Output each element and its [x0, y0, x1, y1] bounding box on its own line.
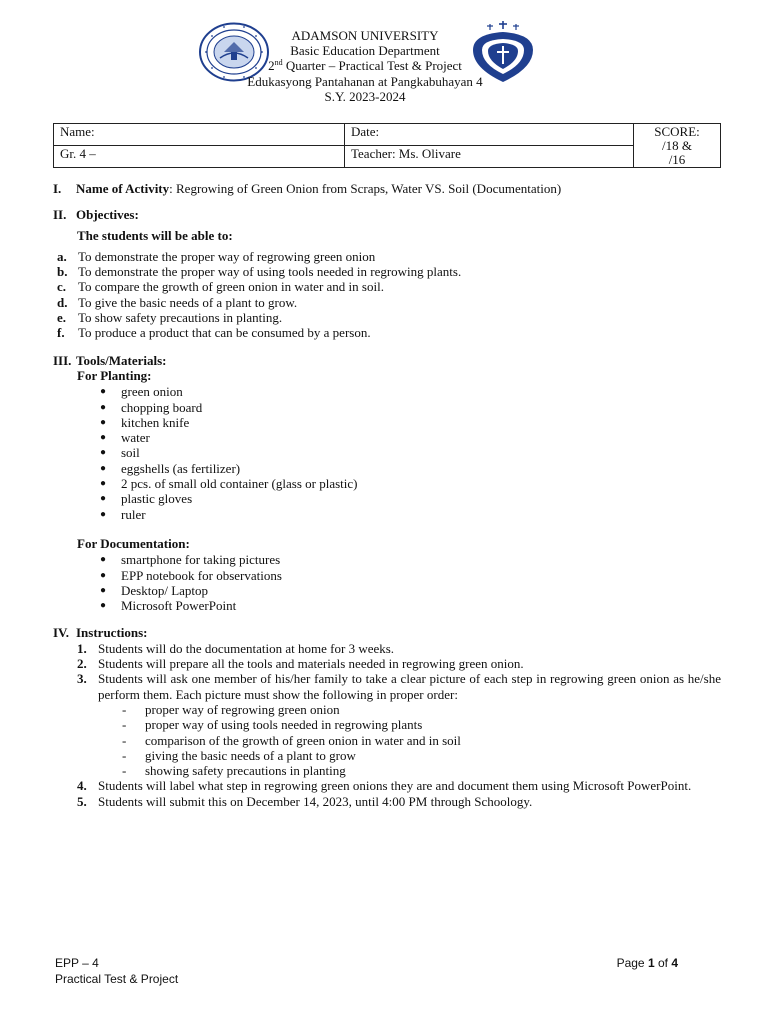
bullet-icon: ●: [100, 462, 107, 474]
objective-item: [53, 295, 721, 310]
section-number: II.: [53, 207, 67, 223]
instruction-step: [53, 671, 721, 778]
objective-item: [53, 264, 721, 279]
date-cell[interactable]: [345, 124, 634, 146]
item-text: Desktop/ Laptop: [121, 582, 209, 598]
department-name: Basic Education Department: [290, 43, 440, 59]
list-item: [53, 461, 721, 476]
bullet-icon: ●: [100, 386, 107, 398]
instructions-list: [53, 641, 721, 809]
list-item: [53, 445, 721, 460]
score-label: SCORE:: [654, 124, 700, 139]
date-label: Date:: [351, 124, 380, 139]
instruction-step: [53, 641, 721, 656]
list-item: [53, 552, 721, 567]
instructions-section: [53, 625, 721, 640]
teacher-cell: [345, 146, 634, 168]
activity-text: : Regrowing of Green Onion from Scraps, Water VS. Soil (Documentation): [169, 181, 562, 196]
objective-item: [53, 325, 721, 340]
objective-text: To show safety precautions in planting.: [78, 310, 283, 326]
objective-letter: d.: [57, 294, 68, 310]
item-text: kitchen knife: [121, 414, 190, 430]
objectives-title: Objectives:: [76, 207, 139, 223]
section-number: I.: [53, 181, 62, 196]
objective-item: [53, 279, 721, 294]
step-number: 2.: [77, 656, 87, 672]
instruction-step: [53, 794, 721, 809]
list-item: [53, 384, 721, 399]
objective-text: To demonstrate the proper way of using tools needed in regrowing plants.: [78, 264, 462, 280]
dash-item: [98, 717, 721, 732]
dash-item: [98, 702, 721, 717]
school-year: S.Y. 2023-2024: [324, 88, 406, 104]
dash-icon: -: [122, 701, 127, 717]
dash-item: [98, 748, 721, 763]
step-text: Students will ask one member of his/her family to take a clear picture of each step in regrowing green onion as he/she perform them. Each picture must show the following in proper order:: [98, 671, 721, 702]
teacher-label: Teacher: Ms. Olivare: [351, 146, 461, 161]
tools-title: Tools/Materials:: [76, 352, 167, 368]
activity-label: Name of Activity: [76, 181, 170, 196]
objective-item: [53, 310, 721, 325]
objective-text: To give the basic needs of a plant to grow.: [78, 294, 298, 310]
student-info-table: [53, 123, 721, 168]
item-text: EPP notebook for observations: [121, 567, 282, 583]
score-value-1: /18 &: [662, 138, 692, 153]
step-text: Students will submit this on December 14, 2023, until 4:00 PM through Schoology.: [98, 793, 533, 809]
step-number: 3.: [77, 671, 87, 687]
activity-section: [53, 181, 721, 196]
step-text: Students will label what step in regrowing green onions they are and document them using Microsoft PowerPoint.: [98, 778, 692, 794]
quarter-line: [200, 58, 530, 73]
quarter-title: Quarter – Practical Test & Project: [282, 58, 462, 74]
bullet-icon: ●: [100, 554, 107, 566]
objective-text: To demonstrate the proper way of regrowing green onion: [78, 248, 376, 264]
current-page: 1: [647, 956, 655, 970]
page-word: Page: [616, 956, 648, 970]
bullet-icon: ●: [100, 584, 107, 596]
score-value-2: /16: [668, 152, 686, 167]
item-text: water: [121, 430, 150, 446]
dash-icon: -: [122, 763, 127, 779]
footer-title: Practical Test & Project: [55, 971, 179, 986]
item-text: proper way of using tools needed in regrowing plants: [145, 717, 423, 733]
objective-letter: b.: [57, 264, 68, 280]
name-label: Name:: [60, 124, 95, 139]
page-number: [617, 956, 678, 970]
item-text: showing safety precautions in planting: [145, 763, 346, 779]
instructions-title: Instructions:: [76, 625, 148, 641]
item-text: chopping board: [121, 399, 203, 415]
list-item: [53, 583, 721, 598]
objective-text: To compare the growth of green onion in water and in soil.: [78, 279, 384, 295]
item-text: smartphone for taking pictures: [121, 552, 281, 568]
dash-item: [98, 763, 721, 778]
grade-cell[interactable]: [54, 146, 345, 168]
planting-title: For Planting:: [77, 367, 152, 383]
instruction-step: [53, 656, 721, 671]
total-pages: 4: [671, 956, 678, 970]
dash-icon: -: [122, 732, 127, 748]
bullet-icon: ●: [100, 569, 107, 581]
footer-subject: EPP – 4: [55, 956, 99, 970]
item-text: 2 pcs. of small old container (glass or plastic): [121, 476, 358, 492]
section-number: III.: [53, 352, 72, 368]
page-footer: [55, 956, 178, 987]
list-item: [53, 568, 721, 583]
step-text: Students will do the documentation at home for 3 weeks.: [98, 640, 395, 656]
list-item: [53, 598, 721, 613]
score-cell: [634, 124, 721, 168]
activity-line: [76, 181, 561, 196]
item-text: Microsoft PowerPoint: [121, 598, 237, 614]
step-number: 1.: [77, 640, 87, 656]
bullet-icon: ●: [100, 401, 107, 413]
step-body: [98, 671, 721, 778]
list-item: [53, 430, 721, 445]
bullet-icon: ●: [100, 600, 107, 612]
item-text: eggshells (as fertilizer): [121, 460, 241, 476]
planting-list: [53, 384, 721, 522]
documentation-list: [53, 552, 721, 613]
objectives-section: [53, 207, 721, 222]
instruction-step: [53, 778, 721, 793]
picture-requirements-list: [98, 702, 721, 778]
objectives-intro: The students will be able to:: [77, 227, 233, 243]
bullet-icon: ●: [100, 478, 107, 490]
item-text: proper way of regrowing green onion: [145, 701, 340, 717]
section-number: IV.: [53, 625, 70, 641]
list-item: [53, 507, 721, 522]
step-number: 4.: [77, 778, 87, 794]
document-header: [200, 28, 530, 104]
objectives-list: [53, 249, 721, 341]
step-text: Students will prepare all the tools and materials needed in regrowing green onion.: [98, 656, 524, 672]
bullet-icon: ●: [100, 508, 107, 520]
dash-icon: -: [122, 717, 127, 733]
tools-section: [53, 353, 721, 368]
item-text: plastic gloves: [121, 491, 193, 507]
quarter-number: 2: [268, 58, 275, 74]
item-text: comparison of the growth of green onion in water and in soil: [145, 732, 461, 748]
bullet-icon: ●: [100, 493, 107, 505]
objective-item: [53, 249, 721, 264]
dash-item: [98, 733, 721, 748]
list-item: [53, 476, 721, 491]
quarter-ordinal: nd: [274, 58, 283, 68]
bullet-icon: ●: [100, 432, 107, 444]
bullet-icon: ●: [100, 447, 107, 459]
list-item: [53, 415, 721, 430]
step-number: 5.: [77, 793, 87, 809]
item-text: giving the basic needs of a plant to grow: [145, 747, 356, 763]
item-text: soil: [121, 445, 140, 461]
objective-letter: f.: [57, 325, 65, 341]
objective-text: To produce a product that can be consumed by a person.: [78, 325, 371, 341]
objective-letter: c.: [57, 279, 67, 295]
subject-name: Edukasyong Pantahanan at Pangkabuhayan 4: [247, 73, 483, 89]
documentation-title: For Documentation:: [77, 535, 190, 551]
university-name: ADAMSON UNIVERSITY: [291, 28, 439, 43]
objective-letter: e.: [57, 310, 67, 326]
list-item: [53, 400, 721, 415]
list-item: [53, 491, 721, 506]
item-text: green onion: [121, 384, 183, 400]
dash-icon: -: [122, 747, 127, 763]
objective-letter: a.: [57, 248, 67, 264]
bullet-icon: ●: [100, 416, 107, 428]
item-text: ruler: [121, 506, 146, 522]
grade-label: Gr. 4 –: [60, 146, 96, 161]
document-body: [53, 181, 721, 809]
page-of: of: [654, 956, 672, 970]
name-cell[interactable]: [54, 124, 345, 146]
